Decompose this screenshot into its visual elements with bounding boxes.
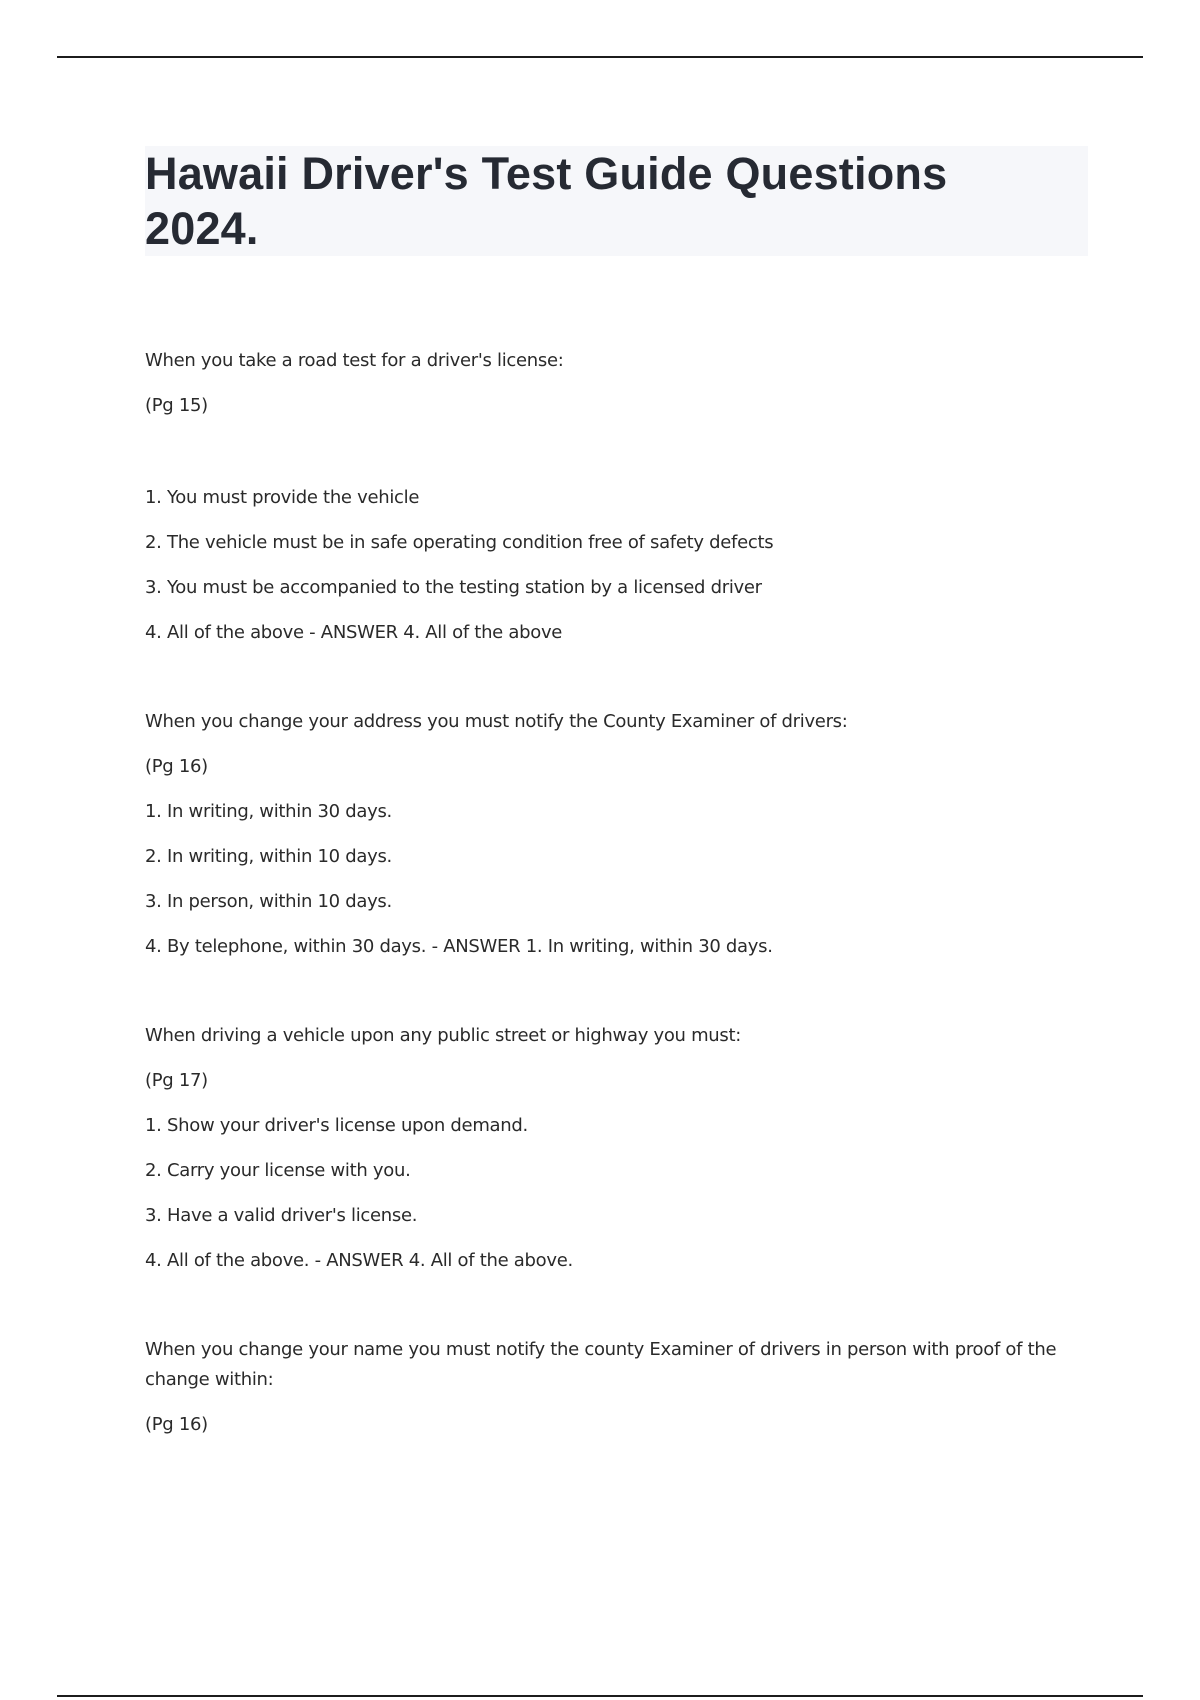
page-reference: (Pg 17): [145, 1070, 208, 1091]
question-block: [145, 707, 1090, 962]
question-stem: When you change your name you must notify the county Examiner of drivers in person with proof of the change within:: [145, 1339, 1057, 1390]
answer-option: 1. In writing, within 30 days.: [145, 801, 392, 822]
question-stem: When you take a road test for a driver's license:: [145, 350, 564, 371]
answer-option: 3. You must be accompanied to the testing station by a licensed driver: [145, 577, 762, 598]
question-block: [145, 1335, 1090, 1440]
spacer: [145, 436, 1090, 483]
answer-option: 1. You must provide the vehicle: [145, 487, 420, 508]
page-reference: (Pg 16): [145, 1414, 208, 1435]
answer-option: 2. The vehicle must be in safe operating condition free of safety defects: [145, 532, 774, 553]
answer-option: 2. In writing, within 10 days.: [145, 846, 392, 867]
answer-option: 4. All of the above. - ANSWER 4. All of the above.: [145, 1250, 573, 1271]
bottom-rule: [57, 1695, 1143, 1697]
answer-option: 1. Show your driver's license upon demand.: [145, 1115, 528, 1136]
answer-option: 2. Carry your license with you.: [145, 1160, 411, 1181]
answer-option: 3. Have a valid driver's license.: [145, 1205, 418, 1226]
answer-option: 4. By telephone, within 30 days. - ANSWER 1. In writing, within 30 days.: [145, 936, 773, 957]
answer-option: 3. In person, within 10 days.: [145, 891, 392, 912]
page-reference: (Pg 15): [145, 395, 208, 416]
page-reference: (Pg 16): [145, 756, 208, 777]
document-body: [145, 346, 1090, 1455]
question-stem: When you change your address you must notify the County Examiner of drivers:: [145, 711, 848, 732]
top-rule: [57, 56, 1143, 58]
document-title: Hawaii Driver's Test Guide Questions 2024.: [145, 148, 948, 254]
question-stem: When driving a vehicle upon any public street or highway you must:: [145, 1025, 742, 1046]
question-block: [145, 1021, 1090, 1276]
answer-option: 4. All of the above - ANSWER 4. All of the above: [145, 622, 563, 643]
question-block: [145, 346, 1090, 648]
